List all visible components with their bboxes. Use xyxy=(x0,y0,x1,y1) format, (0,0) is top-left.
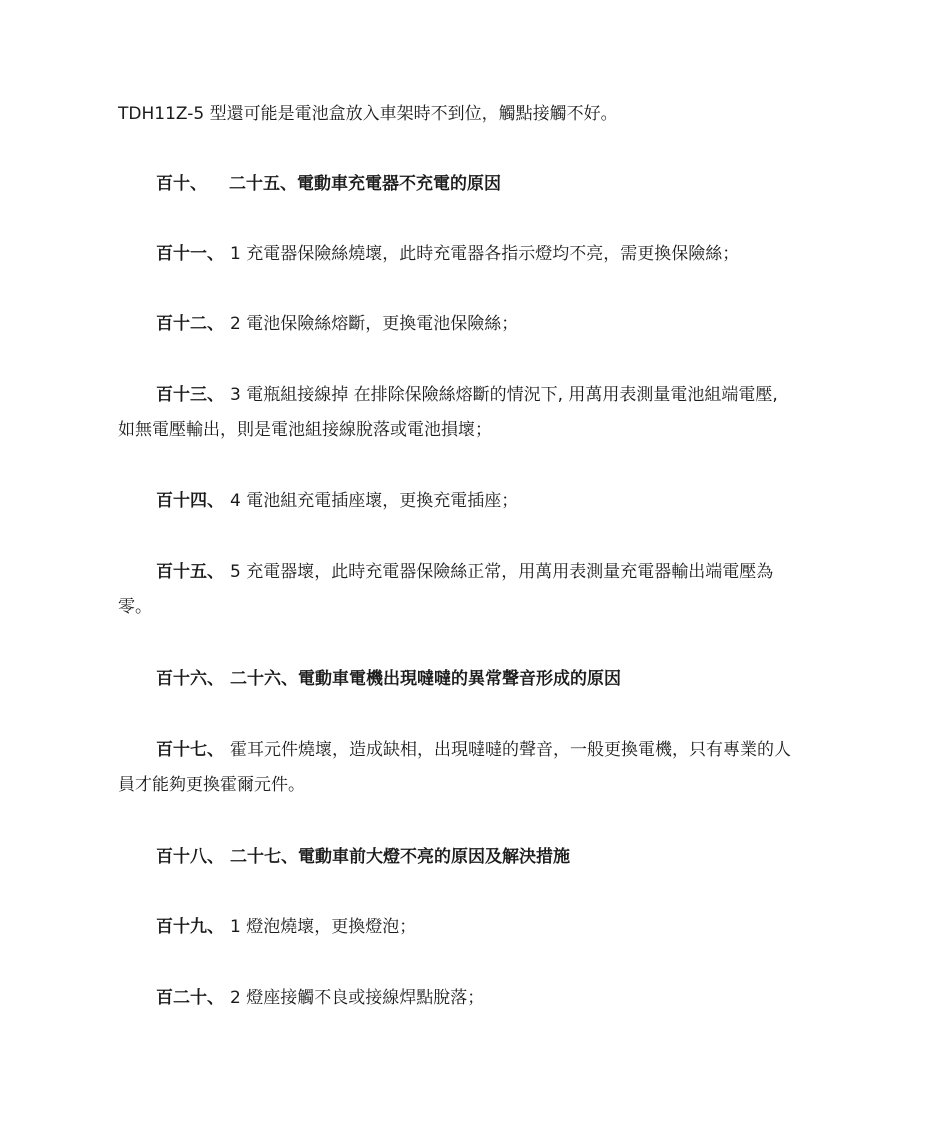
heading-charger-not-charging xyxy=(156,167,501,201)
paragraph-number: 百十二、 xyxy=(156,314,224,334)
list-item xyxy=(156,910,416,944)
paragraph-continuation: 如無電壓輸出，則是電池組接線脫落或電池損壞； xyxy=(118,420,492,440)
heading-headlight xyxy=(156,840,570,874)
list-item xyxy=(156,981,484,1015)
paragraph-number: 百十九、 xyxy=(156,917,224,937)
paragraph-text: 3 電瓶組接線掉 在排除保險絲熔斷的情況下, 用萬用表測量電池組端電壓, xyxy=(230,385,778,405)
paragraph-number: 百十五、 xyxy=(156,562,224,582)
paragraph-text: 5 充電器壞，此時充電器保險絲正常，用萬用表測量充電器輸出端電壓為 xyxy=(230,562,774,582)
paragraph-number: 百二十、 xyxy=(156,988,224,1008)
list-item xyxy=(156,237,739,271)
paragraph-number: 百十六、 xyxy=(156,669,224,689)
paragraph-number: 百十一、 xyxy=(156,244,224,264)
paragraph-text: 1 充電器保險絲燒壞，此時充電器各指示燈均不亮，需更換保險絲； xyxy=(230,244,740,264)
heading-text: 二十五、電動車充電器不充電的原因 xyxy=(229,174,501,194)
list-item xyxy=(156,378,778,412)
paragraph-text: 1 燈泡燒壞，更換燈泡； xyxy=(230,917,417,937)
text-line-intro: TDH11Z-5 型還可能是電池盒放入車架時不到位，觸點接觸不好。 xyxy=(118,104,618,124)
paragraph-number: 百十三、 xyxy=(156,385,224,405)
paragraph-number: 百十七、 xyxy=(156,740,224,760)
paragraph-number: 百十四、 xyxy=(156,491,224,511)
heading-text: 二十六、電動車電機出現噠噠的異常聲音形成的原因 xyxy=(230,669,621,689)
paragraph-text: 2 燈座接觸不良或接線焊點脫落； xyxy=(230,988,485,1008)
list-item xyxy=(156,733,791,767)
heading-motor-noise xyxy=(156,662,621,696)
paragraph-continuation: 零。 xyxy=(118,597,152,617)
paragraph-number: 百十、 xyxy=(156,174,207,194)
list-item xyxy=(156,555,773,589)
paragraph-continuation: 員才能夠更換霍爾元件。 xyxy=(118,775,305,795)
paragraph-number: 百十八、 xyxy=(156,847,224,867)
list-item xyxy=(156,307,518,341)
paragraph-text: 霍耳元件燒壞，造成缺相，出現噠噠的聲音，一般更換電機，只有專業的人 xyxy=(230,740,791,760)
paragraph-text: 4 電池組充電插座壞，更換充電插座； xyxy=(230,491,519,511)
paragraph-text: 2 電池保險絲熔斷，更換電池保險絲； xyxy=(230,314,519,334)
list-item xyxy=(156,484,518,518)
heading-text: 二十七、電動車前大燈不亮的原因及解決措施 xyxy=(230,847,570,867)
